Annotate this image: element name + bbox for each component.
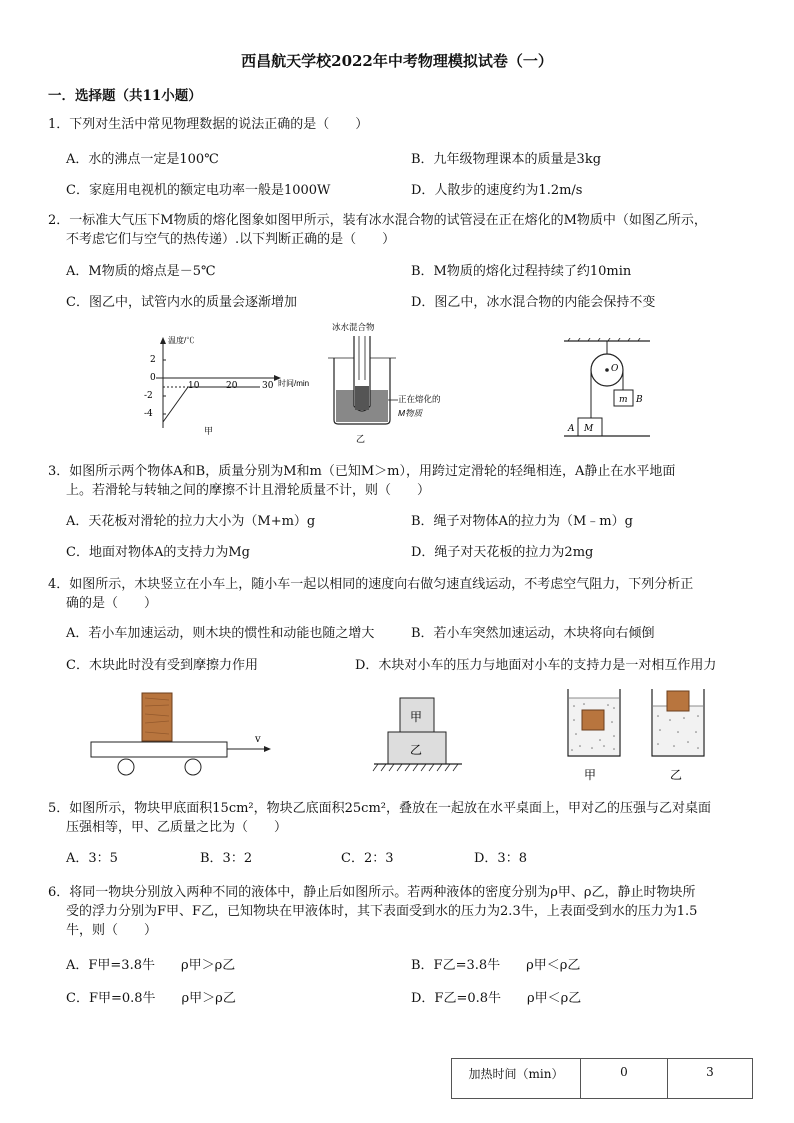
q5-option-b[interactable]: B．3：2 <box>200 851 253 866</box>
cart-wheel-left <box>118 759 134 775</box>
graph-ytick-neg2: -2 <box>144 391 153 401</box>
graph-ytick-neg4: -4 <box>144 409 153 419</box>
q2-option-c[interactable]: C．图乙中，试管内水的质量会逐渐增加 <box>66 295 297 310</box>
question-6-stem-line2: 受的浮力分别为F甲、F乙，已知物块在甲液体时，其下表面受到水的压力为2.3牛，上表面受到水的压力为1.5 <box>66 904 698 919</box>
q4-option-b[interactable]: B．若小车突然加速运动，木块将向右倾倒 <box>411 626 655 641</box>
question-5-stem-line2: 压强相等，甲、乙质量之比为（ ） <box>66 820 288 835</box>
section-heading: 一．选择题（共11小题） <box>48 88 202 104</box>
velocity-arrow-head <box>264 746 271 752</box>
container-caption-yi: 乙 <box>670 768 683 782</box>
graph-xtick-10: 10 <box>188 381 200 391</box>
graph-xtick-30: 30 <box>262 381 274 391</box>
beaker-label: 冰水混合物 <box>332 322 375 332</box>
question-5-stem-line1: 5．如图所示，物块甲底面积15cm²，物块乙底面积25cm²，叠放在一起放在水平桌面上，甲对乙的压强与乙对桌面 <box>48 801 711 816</box>
q4-option-c[interactable]: C．木块此时没有受到摩擦力作用 <box>66 658 258 673</box>
block-in-yi <box>667 691 689 711</box>
figure-caption-yi: 乙 <box>356 435 366 445</box>
question-2-stem-line2: 不考虑它们与空气的热传递）.以下判断正确的是（ ） <box>66 232 396 247</box>
stacked-blocks-figure <box>370 694 466 776</box>
table-row <box>452 1059 753 1099</box>
q3-option-d[interactable]: D．绳子对天花板的拉力为2mg <box>411 545 594 560</box>
question-3-stem-line1: 3．如图所示两个物体A和B，质量分别为M和m（已知M＞m），用跨过定滑轮的轻绳相连，A静止在水平地面 <box>48 464 676 479</box>
q4-option-a[interactable]: A．若小车加速运动，则木块的惯性和动能也随之增大 <box>66 626 375 641</box>
block-in-jia <box>582 710 604 730</box>
cart-figure <box>88 690 278 778</box>
cart-body <box>91 742 227 757</box>
question-6-stem-line3: 牛，则（ ） <box>66 923 158 938</box>
float-containers-figure <box>560 686 710 784</box>
q1-option-d[interactable]: D．人散步的速度约为1.2m/s <box>411 183 583 198</box>
q6-option-a[interactable]: A．F甲=3.8牛 ρ甲＞ρ乙 <box>66 958 236 973</box>
graph-xtick-20: 20 <box>226 381 238 391</box>
q3-option-c[interactable]: C．地面对物体A的支持力为Mg <box>66 545 250 560</box>
table-cell: 0 <box>581 1059 668 1099</box>
q6-option-b[interactable]: B．F乙=3.8牛 ρ甲＜ρ乙 <box>411 958 581 973</box>
heating-time-table <box>451 1058 753 1099</box>
ice-water-mixture <box>355 386 369 410</box>
q2-option-d[interactable]: D．图乙中，冰水混合物的内能会保持不变 <box>411 295 656 310</box>
question-4-stem-line2: 确的是（ ） <box>66 596 158 611</box>
block-a-label: A <box>568 424 575 434</box>
q3-option-a[interactable]: A．天花板对滑轮的拉力大小为（M+m）g <box>66 514 316 529</box>
graph-ytick-2: 2 <box>150 355 156 365</box>
page-title: 西昌航天学校2022年中考物理模拟试卷（一） <box>241 52 553 70</box>
q5-option-c[interactable]: C．2：3 <box>341 851 394 866</box>
q5-option-d[interactable]: D．3：8 <box>474 851 527 866</box>
q2-option-a[interactable]: A．M物质的熔点是－5℃ <box>66 264 216 279</box>
figure-caption-jia: 甲 <box>204 427 214 437</box>
q1-option-a[interactable]: A．水的沸点一定是100℃ <box>66 152 219 167</box>
q3-option-b[interactable]: B．绳子对物体A的拉力为（M﹣m）g <box>411 514 633 529</box>
q6-option-d[interactable]: D．F乙=0.8牛 ρ甲＜ρ乙 <box>411 991 582 1006</box>
q6-option-c[interactable]: C．F甲=0.8牛 ρ甲＞ρ乙 <box>66 991 236 1006</box>
q5-option-a[interactable]: A．3：5 <box>66 851 118 866</box>
q1-option-c[interactable]: C．家庭用电视机的额定电功率一般是1000W <box>66 183 331 198</box>
graph-y-arrow <box>160 337 166 344</box>
q4-option-d[interactable]: D．木块对小车的压力与地面对小车的支持力是一对相互作用力 <box>355 658 717 673</box>
table-header-cell: 加热时间（min） <box>452 1059 581 1099</box>
q1-option-b[interactable]: B．九年级物理课本的质量是3kg <box>411 152 602 167</box>
graph-y-label: 温度/℃ <box>168 336 195 345</box>
melting-graph-figure <box>138 330 328 440</box>
graph-ytick-0: 0 <box>150 373 156 383</box>
block-yi-label: 乙 <box>410 743 423 757</box>
block-b-label: B <box>636 395 643 405</box>
table-cell: 3 <box>668 1059 753 1099</box>
block-a-mass: M <box>584 424 594 434</box>
melting-label-1: 正在熔化的 <box>398 394 441 404</box>
block-jia-label: 甲 <box>410 710 423 724</box>
table-hatch <box>373 764 458 771</box>
block-b-mass: m <box>619 395 628 405</box>
graph-x-label: 时间/min <box>278 379 310 388</box>
pulley-axle <box>605 368 609 372</box>
velocity-label: v <box>255 734 261 745</box>
q2-option-b[interactable]: B．M物质的熔化过程持续了约10min <box>411 264 632 279</box>
beaker-figure <box>326 320 466 445</box>
question-6-stem-line1: 6．将同一物块分别放入两种不同的液体中，静止后如图所示。若两种液体的密度分别为ρ甲、ρ乙，静止时物块所 <box>48 885 696 900</box>
melting-label-2: M物质 <box>398 408 423 418</box>
question-3-stem-line2: 上。若滑轮与转轴之间的摩擦不计且滑轮质量不计，则（ ） <box>66 483 431 498</box>
cart-wheel-right <box>185 759 201 775</box>
graph-heating-line <box>163 387 188 422</box>
container-caption-jia: 甲 <box>584 768 597 782</box>
question-1-stem: 1．下列对生活中常见物理数据的说法正确的是（ ） <box>48 117 369 132</box>
pulley-figure <box>562 338 652 443</box>
question-2-stem-line1: 2．一标准大气压下M物质的熔化图象如图甲所示，装有冰水混合物的试管浸在正在熔化的M物质中（如图乙所示， <box>48 213 707 228</box>
question-4-stem-line1: 4．如图所示，木块竖立在小车上，随小车一起以相同的速度向右做匀速直线运动，不考虑空气阻力，下列分析正 <box>48 577 694 592</box>
pulley-label: O <box>611 364 619 374</box>
